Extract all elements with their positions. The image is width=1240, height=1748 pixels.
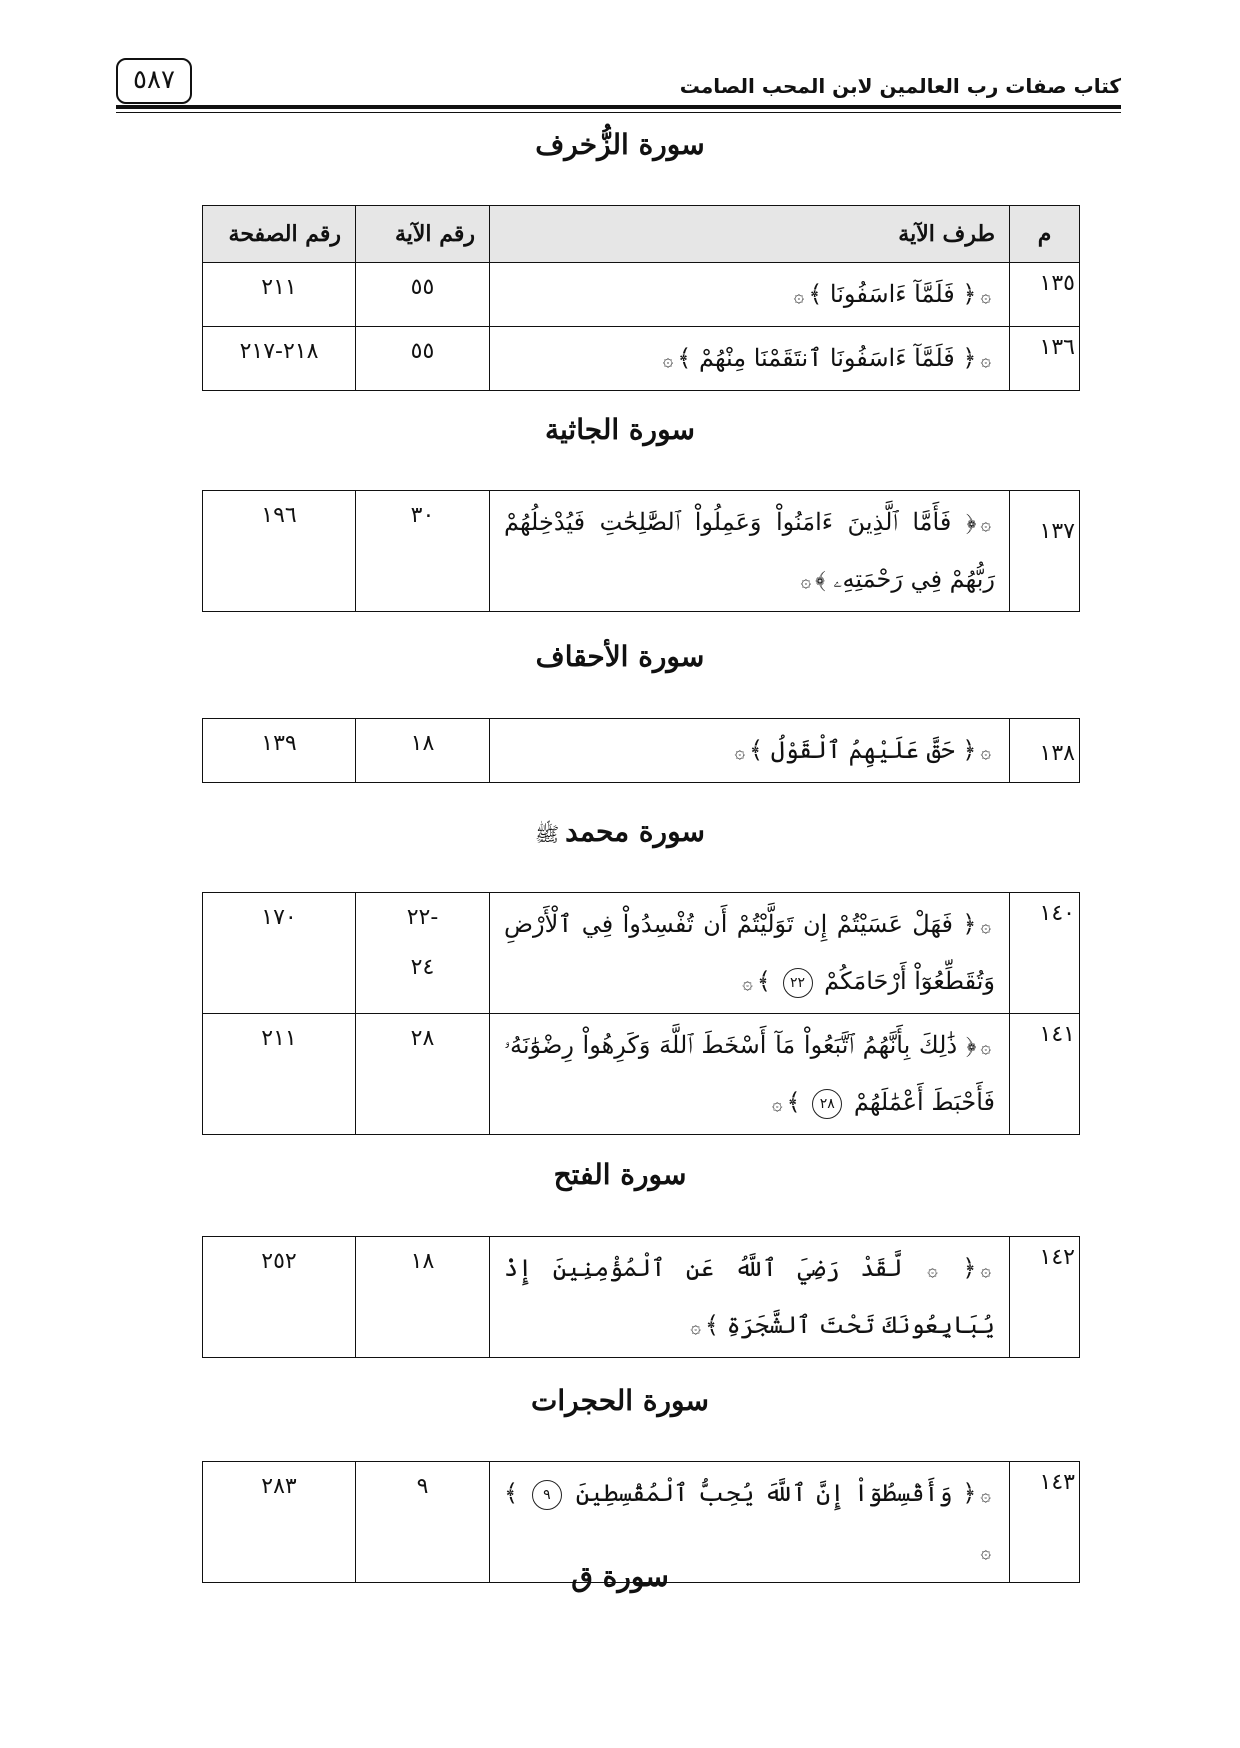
page-ref: ٢١١ (203, 1014, 356, 1135)
page-ref: ٢١٨-٢١٧ (203, 327, 356, 391)
table-row (203, 263, 1080, 327)
table-row (203, 893, 1080, 1014)
header-m: م (1010, 206, 1080, 263)
open-bracket-icon: ﴿ (962, 1254, 977, 1282)
verse-text: لَّقَدْ رَضِيَ ٱللَّهُ عَنِ ٱلْمُؤْمِنِينَ إِذْ يُبَايِعُونَكَ تَحْتَ ٱلشَّجَرَةِ (504, 1254, 995, 1339)
open-bracket-icon: ﴿ (962, 910, 977, 938)
verse-text-cell (490, 327, 1010, 391)
ornament-icon: ۞ (980, 1037, 991, 1058)
ornament-icon: ۞ (980, 1542, 991, 1563)
verse-text-cell (490, 263, 1010, 327)
ornament-icon: ۞ (742, 973, 753, 994)
table-header-row (203, 206, 1080, 263)
verse-text: فَهَلْ عَسَيْتُمْ إِن تَوَلَّيْتُمْ أَن تُفْسِدُواْ فِي ٱلْأَرْضِ وَتُقَطِّعُوٓاْ أَرْحَامَكُمْ (504, 910, 995, 995)
table-row (203, 1237, 1080, 1358)
ornament-icon: ۞ (980, 286, 991, 307)
ornament-icon: ۞ (980, 1260, 991, 1281)
ornament-icon: ۞ (734, 742, 746, 763)
table-row (203, 327, 1080, 391)
verses-table (202, 490, 1080, 612)
ornament-icon: ۞ (800, 571, 812, 592)
surah-title: سورة الجاثية (544, 413, 696, 446)
close-bracket-icon: ﴾ (749, 736, 764, 764)
header-rule (116, 105, 1121, 109)
header-page-number: رقم الصفحة (203, 206, 356, 263)
verses-table (202, 718, 1080, 783)
ayah-number: ٢٨ (356, 1014, 490, 1135)
ornament-icon: ۞ (980, 742, 991, 763)
close-bracket-icon: ﴾ (808, 280, 823, 308)
row-number: ١٣٧ (1010, 491, 1080, 612)
surah-title: سورة الزُّخرف (535, 128, 705, 161)
verse-text-cell (490, 491, 1010, 612)
row-number: ١٣٥ (1010, 263, 1080, 327)
close-bracket-icon: ﴾ (704, 1311, 719, 1339)
surah-title: سورة الفتح (553, 1158, 687, 1191)
open-bracket-icon: ﴿ (965, 508, 977, 536)
verse-text: فَلَمَّآ ءَاسَفُونَا ٱنتَقَمْنَا مِنْهُمْ (698, 344, 955, 372)
ornament-icon: ۞ (662, 350, 674, 371)
ayah-number: -٢٢ ٢٤ (356, 893, 490, 1014)
page-ref: ٢٥٢ (203, 1237, 356, 1358)
ayah-number: ٥٥ (356, 263, 490, 327)
close-bracket-icon: ﴾ (786, 1088, 801, 1116)
page-ref: ٢٨٣ (203, 1462, 356, 1583)
row-number: ١٤٢ (1010, 1237, 1080, 1358)
surah-title-text: سورة محمد (565, 815, 705, 848)
honorific-icon: ﷺ (535, 822, 560, 846)
verse-end-marker: ٩ (532, 1480, 562, 1510)
page-ref: ١٩٦ (203, 491, 356, 612)
ornament-icon: ۞ (690, 1317, 701, 1338)
ornament-icon: ۞ (980, 514, 991, 535)
close-bracket-icon: ﴾ (504, 1479, 519, 1507)
verse-text-cell (490, 1237, 1010, 1358)
ornament-icon: ۞ (980, 350, 991, 371)
page-ref: ١٧٠ (203, 893, 356, 1014)
ayah-number: ٩ (356, 1462, 490, 1583)
open-bracket-icon: ﴿ (962, 736, 977, 764)
open-bracket-icon: ﴿ (965, 1031, 977, 1059)
ayah-number: ١٨ (356, 1237, 490, 1358)
book-title: كتاب صفات رب العالمين لابن المحب الصامت (679, 74, 1121, 98)
surah-title: سورة ق (571, 1560, 669, 1593)
ornament-icon: ۞ (980, 916, 991, 937)
header-ayah-number: رقم الآية (356, 206, 490, 263)
close-bracket-icon: ﴾ (815, 565, 826, 593)
verse-text-cell (490, 1014, 1010, 1135)
open-bracket-icon: ﴿ (962, 344, 977, 372)
verses-table (202, 205, 1080, 391)
ornament-icon: ۞ (927, 1260, 938, 1281)
row-number: ١٤١ (1010, 1014, 1080, 1135)
table-row (203, 491, 1080, 612)
open-bracket-icon: ﴿ (962, 1479, 977, 1507)
ayah-number: ٣٠ (356, 491, 490, 612)
verse-end-marker: ٢٢ (783, 968, 813, 998)
page-header (116, 54, 1121, 110)
ornament-icon: ۞ (771, 1094, 783, 1115)
row-number: ١٤٠ (1010, 893, 1080, 1014)
ornament-icon: ۞ (980, 1485, 991, 1506)
verse-text-cell (490, 893, 1010, 1014)
verses-table (202, 1236, 1080, 1358)
table-row (203, 719, 1080, 783)
surah-title: سورة الحجرات (531, 1384, 709, 1417)
open-bracket-icon: ﴿ (962, 280, 977, 308)
verse-text: فَأَمَّا ٱلَّذِينَ ءَامَنُواْ وَعَمِلُواْ ٱلصَّٰلِحَٰتِ فَيُدْخِلُهُمْ رَبُّهُمْ فِي رَحْمَتِهِۦ (504, 508, 995, 593)
ayah-number: ٥٥ (356, 327, 490, 391)
verse-text: فَلَمَّآ ءَاسَفُونَا (829, 280, 955, 308)
surah-title: سورة الأحقاف (535, 640, 705, 673)
table-row (203, 1014, 1080, 1135)
page-ref: ٢١١ (203, 263, 356, 327)
header-rule-thin (116, 112, 1121, 113)
page-ref: ١٣٩ (203, 719, 356, 783)
row-number: ١٣٦ (1010, 327, 1080, 391)
verse-end-marker: ٢٨ (812, 1089, 842, 1119)
row-number: ١٣٨ (1010, 719, 1080, 783)
verse-text: حَقَّ عَلَيْهِمُ ٱلْقَوْلُ (770, 736, 955, 764)
verse-text: وَأَقْسِطُوٓاْ إِنَّ ٱللَّهَ يُحِبُّ ٱلْمُقْسِطِينَ (575, 1479, 953, 1507)
close-bracket-icon: ﴾ (756, 967, 771, 995)
surah-title (200, 815, 1040, 851)
header-verse-start: طرف الآية (490, 206, 1010, 263)
page-number: ٥٨٧ (116, 58, 192, 104)
verse-text: ذَٰلِكَ بِأَنَّهُمُ ٱتَّبَعُواْ مَآ أَسْخَطَ ٱللَّهَ وَكَرِهُواْ رِضْوَٰنَهُۥ فَأَحْبَطَ أَعْمَٰلَهُمْ (504, 1031, 995, 1116)
ornament-icon: ۞ (793, 286, 805, 307)
verse-text-cell (490, 719, 1010, 783)
row-number: ١٤٣ (1010, 1462, 1080, 1583)
verses-table (202, 892, 1080, 1135)
ayah-number: ١٨ (356, 719, 490, 783)
close-bracket-icon: ﴾ (677, 344, 692, 372)
